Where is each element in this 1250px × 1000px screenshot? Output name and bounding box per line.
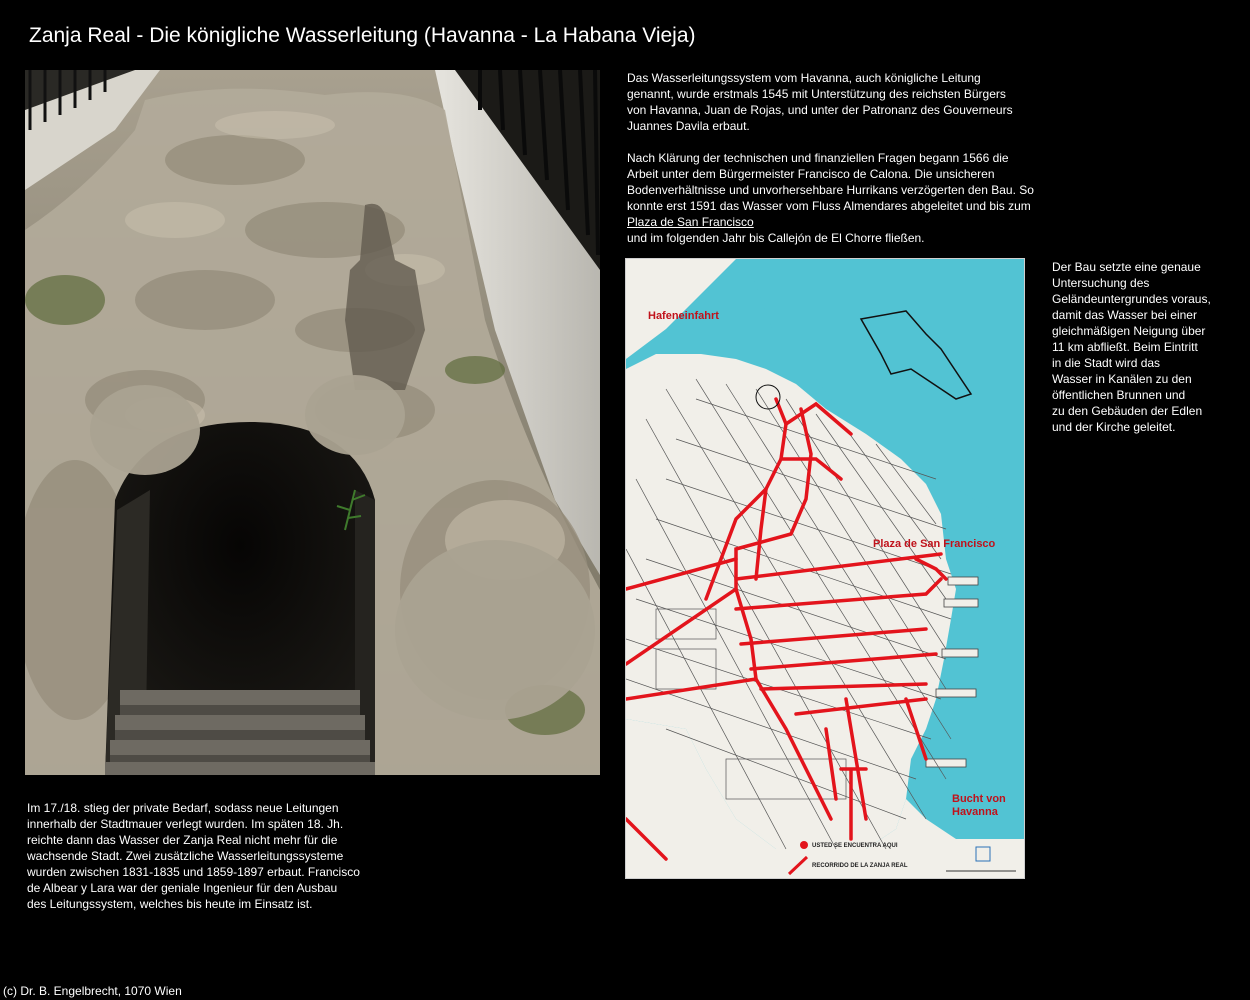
havana-map <box>625 258 1025 879</box>
havana-map-drawing <box>626 259 1025 879</box>
tunnel-photo-drawing <box>25 70 600 775</box>
bottom-paragraph: Im 17./18. stieg der private Bedarf, sodass neue Leitungen innerhalb der Stadtmauer verlegt wurden. Im späten 18. Jh. reichte dann das Wasser der Zanja Real nicht mehr für die wachsende Stadt. Zwei zusätzliche Wasserleitungssysteme wurden zwischen 1831-1835 und 1859-1897 erbaut. Francisco de Albear y Lara war der geniale Ingenieur für den Ausbau des Leitungssystem, welches bis heute im Einsatz ist. <box>27 801 360 911</box>
intro-paragraph-2: Nach Klärung der technischen und finanziellen Fragen begann 1566 die Arbeit unter dem Bürgermeister Francisco de Calona. Die unsicheren Bodenverhältnisse und unvorhersehbare Hurrikans verzögerten den Bau. So konnte erst 1591 das Wasser vom Fluss Almendares abgeleitet und bis zum <box>627 151 1034 213</box>
map-label-bucht-1: Bucht von <box>952 793 1006 805</box>
map-label-bucht-2: Havanna <box>952 806 998 818</box>
intro-text <box>627 70 1047 246</box>
intro-paragraph-2-end: und im folgenden Jahr bis Callejón de El Chorre fließen. <box>627 231 925 245</box>
intro-paragraph-1: Das Wasserleitungssystem vom Havanna, auch königliche Leitung genannt, wurde erstmals 1545 mit Unterstützung des reichsten Bürgers von Havanna, Juan de Rojas, und unter der Patronanz des Gouverneurs Juannes Davila erbaut. <box>627 71 1013 133</box>
plaza-san-francisco-link[interactable]: Plaza de San Francisco <box>627 215 754 229</box>
map-label-hafeneinfahrt: Hafeneinfahrt <box>648 310 719 322</box>
bottom-text <box>27 800 387 912</box>
legend-route-text: RECORRIDO DE LA ZANJA REAL <box>812 863 908 869</box>
footer-copyright: (c) Dr. B. Engelbrecht, 1070 Wien <box>3 984 182 998</box>
side-text <box>1052 259 1232 435</box>
page-title: Zanja Real - Die königliche Wasserleitung (Havanna - La Habana Vieja) <box>29 24 696 47</box>
legend-here-text: USTED SE ENCUENTRA AQUI <box>812 843 898 849</box>
map-label-plaza: Plaza de San Francisco <box>873 538 996 550</box>
legend-here-marker <box>800 841 808 849</box>
tunnel-photo <box>25 70 600 775</box>
side-paragraph: Der Bau setzte eine genaue Untersuchung des Geländeuntergrundes voraus, damit das Wasser bei einer gleichmäßigen Neigung über 11 km abfließt. Beim Eintritt in die Stadt wird das Wasser in Kanälen zu den öffentlichen Brunnen und zu den Gebäuden der Edlen und der Kirche geleitet. <box>1052 260 1211 434</box>
